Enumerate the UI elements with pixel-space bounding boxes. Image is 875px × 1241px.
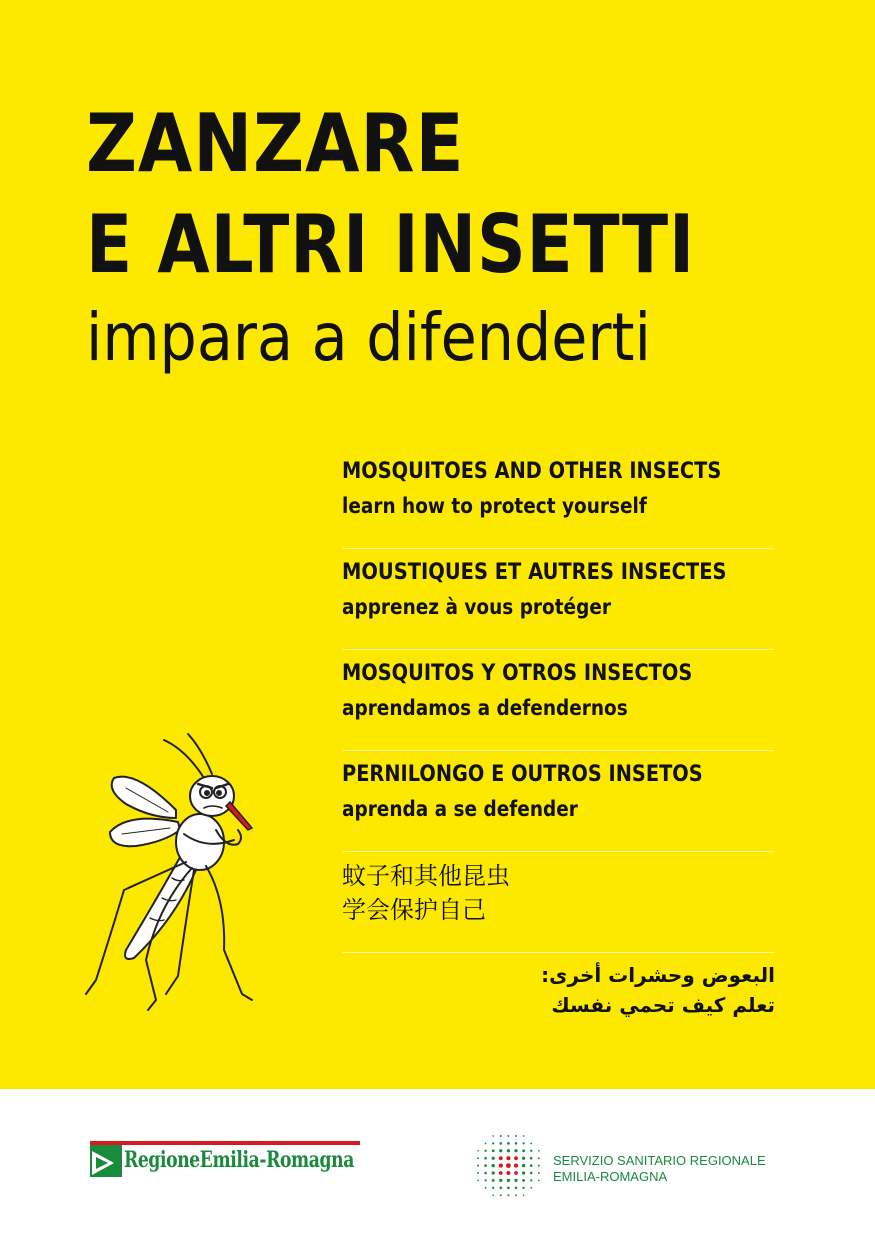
title-subtitle: impara a difenderti — [86, 299, 651, 376]
logo-dot — [523, 1135, 525, 1137]
logo-dot — [530, 1164, 533, 1167]
logo-dot — [522, 1164, 525, 1167]
logo-dot — [492, 1142, 494, 1144]
logo-dot — [492, 1135, 494, 1137]
logo-dot — [500, 1194, 502, 1196]
logo-dot — [499, 1164, 503, 1168]
logo-dot — [485, 1142, 487, 1144]
arabic-subtitle: تعلم كيف تحمي نفسك — [551, 993, 775, 1017]
logo-dot — [484, 1164, 487, 1167]
service-line-1: SERVIZIO SANITARIO REGIONALE — [553, 1153, 766, 1168]
logo-dot — [530, 1187, 532, 1189]
logo-dot — [538, 1157, 540, 1159]
logo-dot — [499, 1149, 502, 1152]
arabic-title: البعوض وحشرات أخرى: — [541, 963, 775, 987]
logo-dot — [507, 1149, 510, 1152]
logo-dot — [492, 1187, 494, 1189]
logo-dot — [514, 1156, 518, 1160]
logo-dot — [506, 1156, 510, 1160]
translation-title: MOUSTIQUES ET AUTRES INSECTES — [342, 560, 727, 585]
logo-dot — [500, 1142, 503, 1145]
logo-dot — [538, 1150, 540, 1152]
logo-dot — [522, 1171, 525, 1174]
logo-dot — [522, 1149, 525, 1152]
logo-dot — [538, 1165, 540, 1167]
logo-dot — [530, 1179, 532, 1181]
logo-dot — [499, 1179, 502, 1182]
logo-dot — [538, 1172, 540, 1174]
logo-dot — [485, 1187, 487, 1189]
logo-dot — [507, 1142, 510, 1145]
service-line-2: EMILIA-ROMAGNA — [553, 1169, 668, 1184]
logo-dot — [514, 1171, 518, 1175]
logo-dot — [477, 1150, 479, 1152]
translation-subtitle: learn how to protect yourself — [342, 494, 647, 518]
logo-dot — [514, 1164, 518, 1168]
mosquito-illustration-icon — [66, 730, 286, 1020]
logo-dot — [515, 1135, 517, 1137]
logo-dot — [507, 1135, 509, 1137]
logo-dot — [530, 1172, 533, 1175]
translation-title: 蚊子和其他昆虫 — [342, 862, 510, 890]
logo-dot — [538, 1180, 540, 1182]
logo-dot — [477, 1180, 479, 1182]
logo-dot — [484, 1172, 487, 1175]
logo-dot — [477, 1172, 479, 1174]
logo-dot — [515, 1142, 518, 1145]
logo-dot — [477, 1165, 479, 1167]
translation-title: PERNILONGO E OUTROS INSETOS — [342, 762, 703, 787]
logo-dot — [522, 1187, 524, 1189]
translation-title: MOSQUITOS Y OTROS INSECTOS — [342, 661, 693, 686]
logo-dot — [492, 1179, 495, 1182]
region-logo-bar — [90, 1141, 360, 1145]
region-logo — [90, 1141, 360, 1179]
logo-dot — [499, 1156, 503, 1160]
logo-dot — [514, 1179, 517, 1182]
logo-dot — [515, 1194, 517, 1196]
logo-dot — [507, 1179, 510, 1182]
logo-dot — [530, 1142, 532, 1144]
logo-dot — [492, 1157, 495, 1160]
translation-english — [342, 448, 774, 549]
logo-dot — [492, 1164, 495, 1167]
logo-dot — [506, 1163, 511, 1168]
logo-dot — [514, 1149, 517, 1152]
logo-dot — [522, 1157, 525, 1160]
logo-dot — [484, 1179, 486, 1181]
title-line-2: E ALTRI INSETTI — [86, 198, 695, 291]
logo-dot — [522, 1179, 525, 1182]
translation-chinese — [342, 852, 774, 953]
translation-title: MOSQUITOES AND OTHER INSECTS — [342, 459, 722, 484]
logo-dot — [492, 1194, 494, 1196]
translation-subtitle: apprenez à vous protéger — [342, 595, 611, 619]
logo-dot — [506, 1171, 510, 1175]
logo-dot — [492, 1171, 495, 1174]
translation-subtitle: aprendamos a defendernos — [342, 696, 628, 720]
translation-arabic — [541, 960, 775, 1020]
logo-dot — [523, 1194, 525, 1196]
logo-dot — [507, 1186, 510, 1189]
logo-dot — [484, 1157, 487, 1160]
logo-dot — [522, 1142, 524, 1144]
logo-dot — [499, 1171, 503, 1175]
logo-dot — [515, 1187, 518, 1190]
translation-portuguese — [342, 751, 774, 852]
region-logo-text: RegioneEmilia-Romagna — [124, 1147, 354, 1173]
service-logo-text — [553, 1153, 766, 1185]
logo-dot — [507, 1194, 509, 1196]
translations-list — [342, 448, 774, 953]
translation-spanish — [342, 650, 774, 751]
logo-dot — [530, 1150, 532, 1152]
logo-dot — [477, 1157, 479, 1159]
translation-subtitle: 学会保护自己 — [342, 896, 486, 924]
logo-dot — [492, 1149, 495, 1152]
region-flag-icon — [90, 1145, 122, 1177]
title-line-1: ZANZARE — [86, 97, 465, 190]
logo-dot — [530, 1157, 533, 1160]
translation-subtitle: aprenda a se defender — [342, 797, 578, 821]
translation-french — [342, 549, 774, 650]
logo-dot — [500, 1187, 503, 1190]
dots-logo-icon — [474, 1132, 544, 1200]
logo-dot — [500, 1135, 502, 1137]
logo-dot — [484, 1150, 486, 1152]
